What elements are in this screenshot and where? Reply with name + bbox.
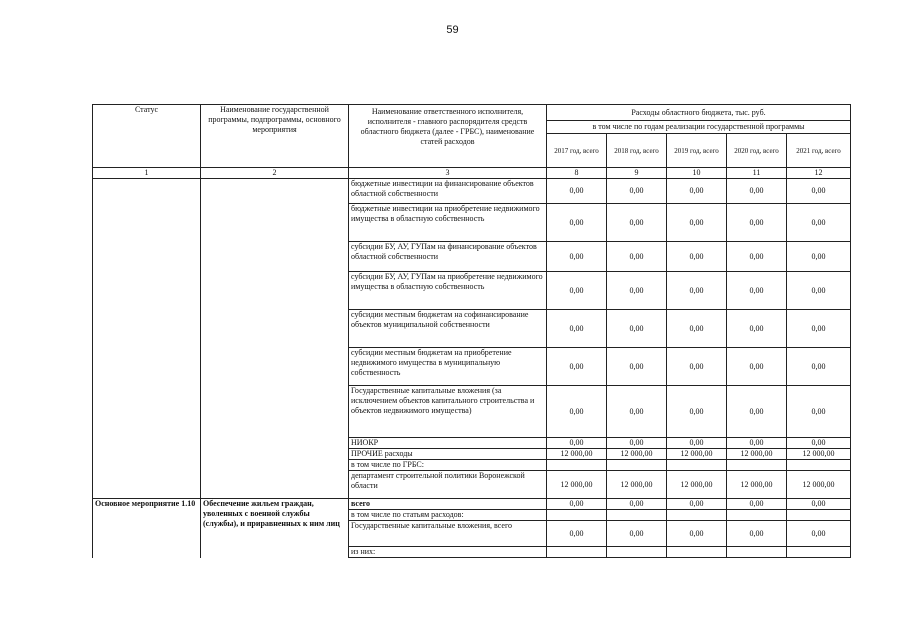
row-label: всего	[349, 499, 547, 510]
value-cell: 0,00	[787, 348, 851, 386]
program-cell-empty	[201, 179, 349, 499]
value-cell: 0,00	[667, 242, 727, 272]
row-label: бюджетные инвестиции на финансирование объектов областной собственности	[349, 179, 547, 204]
index-cell: 10	[667, 168, 727, 179]
value-cell: 0,00	[787, 272, 851, 310]
row-label: субсидии БУ, АУ, ГУПам на приобретение недвижимого имущества в областную собственность	[349, 272, 547, 310]
value-cell: 0,00	[547, 310, 607, 348]
value-cell	[547, 547, 607, 558]
value-cell: 0,00	[727, 499, 787, 510]
value-cell: 0,00	[667, 348, 727, 386]
row-label: из них:	[349, 547, 547, 558]
value-cell: 0,00	[607, 272, 667, 310]
value-cell	[667, 510, 727, 521]
value-cell: 0,00	[727, 179, 787, 204]
value-cell	[727, 547, 787, 558]
row-label: субсидии БУ, АУ, ГУПам на финансирование объектов областной собственности	[349, 242, 547, 272]
value-cell: 0,00	[787, 310, 851, 348]
row-label: в том числе по ГРБС:	[349, 460, 547, 471]
value-cell: 0,00	[727, 521, 787, 547]
value-cell	[667, 547, 727, 558]
value-cell: 12 000,00	[727, 471, 787, 499]
value-cell: 12 000,00	[667, 449, 727, 460]
header-year: 2017 год, всего	[547, 134, 607, 168]
value-cell: 0,00	[727, 386, 787, 438]
value-cell: 0,00	[727, 204, 787, 242]
value-cell: 12 000,00	[607, 471, 667, 499]
value-cell: 0,00	[547, 438, 607, 449]
value-cell: 0,00	[547, 499, 607, 510]
index-cell: 12	[787, 168, 851, 179]
value-cell: 0,00	[607, 348, 667, 386]
header-status: Статус	[93, 105, 201, 168]
value-cell: 0,00	[667, 521, 727, 547]
value-cell: 0,00	[607, 310, 667, 348]
header-program-name: Наименование государственной программы, подпрограммы, основного мероприятия	[201, 105, 349, 168]
value-cell: 12 000,00	[787, 449, 851, 460]
value-cell: 0,00	[607, 499, 667, 510]
value-cell: 0,00	[727, 272, 787, 310]
measure-status: Основное мероприятие 1.10	[93, 499, 201, 558]
value-cell: 0,00	[787, 242, 851, 272]
header-year: 2020 год, всего	[727, 134, 787, 168]
header-row	[93, 105, 851, 121]
table-row	[93, 179, 851, 204]
value-cell: 0,00	[667, 179, 727, 204]
header-year: 2021 год, всего	[787, 134, 851, 168]
value-cell: 0,00	[787, 438, 851, 449]
value-cell	[787, 510, 851, 521]
value-cell: 0,00	[727, 310, 787, 348]
value-cell	[607, 460, 667, 471]
header-by-years: в том числе по годам реализации государственной программы	[547, 121, 851, 134]
header-expenses: Расходы областного бюджета, тыс. руб.	[547, 105, 851, 121]
value-cell: 0,00	[787, 204, 851, 242]
value-cell: 0,00	[667, 272, 727, 310]
index-cell: 9	[607, 168, 667, 179]
value-cell: 0,00	[787, 179, 851, 204]
header-year: 2019 год, всего	[667, 134, 727, 168]
value-cell	[607, 510, 667, 521]
value-cell	[547, 460, 607, 471]
row-label: Государственные капитальные вложения (за исключением объектов капитального строительства и объектов недвижимого имущества)	[349, 386, 547, 438]
value-cell: 0,00	[607, 204, 667, 242]
row-label: субсидии местным бюджетам на софинансирование объектов муниципальной собственности	[349, 310, 547, 348]
value-cell: 0,00	[547, 242, 607, 272]
index-cell: 8	[547, 168, 607, 179]
index-cell: 1	[93, 168, 201, 179]
index-cell: 3	[349, 168, 547, 179]
budget-table	[92, 104, 851, 558]
value-cell: 0,00	[547, 272, 607, 310]
value-cell: 0,00	[607, 242, 667, 272]
row-label: департамент строительной политики Воронежской области	[349, 471, 547, 499]
row-label: субсидии местным бюджетам на приобретение недвижимого имущества в муниципальную собственность	[349, 348, 547, 386]
value-cell: 12 000,00	[787, 471, 851, 499]
value-cell: 12 000,00	[607, 449, 667, 460]
value-cell: 0,00	[727, 438, 787, 449]
value-cell: 0,00	[667, 499, 727, 510]
value-cell: 0,00	[607, 386, 667, 438]
value-cell	[607, 547, 667, 558]
value-cell	[667, 460, 727, 471]
row-label: бюджетные инвестиции на приобретение недвижимого имущества в областную собственность	[349, 204, 547, 242]
value-cell: 0,00	[727, 348, 787, 386]
value-cell	[547, 510, 607, 521]
value-cell: 0,00	[547, 521, 607, 547]
row-label: в том числе по статьям расходов:	[349, 510, 547, 521]
page-number: 59	[446, 24, 459, 36]
value-cell: 0,00	[787, 386, 851, 438]
header-executor: Наименование ответственного исполнителя, исполнителя - главного распорядителя средств областного бюджета (далее - ГРБС), наименование статей расходов	[349, 105, 547, 168]
value-cell: 0,00	[787, 499, 851, 510]
row-label: ПРОЧИЕ расходы	[349, 449, 547, 460]
value-cell: 12 000,00	[547, 449, 607, 460]
row-label: НИОКР	[349, 438, 547, 449]
value-cell: 0,00	[727, 242, 787, 272]
table-row	[93, 499, 851, 510]
value-cell: 12 000,00	[547, 471, 607, 499]
header-year: 2018 год, всего	[607, 134, 667, 168]
value-cell	[727, 510, 787, 521]
value-cell: 0,00	[667, 438, 727, 449]
value-cell: 12 000,00	[727, 449, 787, 460]
value-cell: 0,00	[607, 521, 667, 547]
value-cell	[787, 547, 851, 558]
value-cell: 0,00	[547, 348, 607, 386]
value-cell: 0,00	[607, 438, 667, 449]
value-cell	[787, 460, 851, 471]
value-cell: 0,00	[667, 310, 727, 348]
value-cell	[727, 460, 787, 471]
value-cell: 0,00	[667, 386, 727, 438]
value-cell: 0,00	[667, 204, 727, 242]
value-cell: 12 000,00	[667, 471, 727, 499]
value-cell: 0,00	[547, 179, 607, 204]
value-cell: 0,00	[547, 386, 607, 438]
value-cell: 0,00	[787, 521, 851, 547]
index-cell: 11	[727, 168, 787, 179]
row-label: Государственные капитальные вложения, всего	[349, 521, 547, 547]
index-row	[93, 168, 851, 179]
status-cell-empty	[93, 179, 201, 499]
index-cell: 2	[201, 168, 349, 179]
measure-name: Обеспечение жильем граждан, уволенных с военной службы (службы), и приравненных к ним лиц	[201, 499, 349, 558]
value-cell: 0,00	[547, 204, 607, 242]
value-cell: 0,00	[607, 179, 667, 204]
